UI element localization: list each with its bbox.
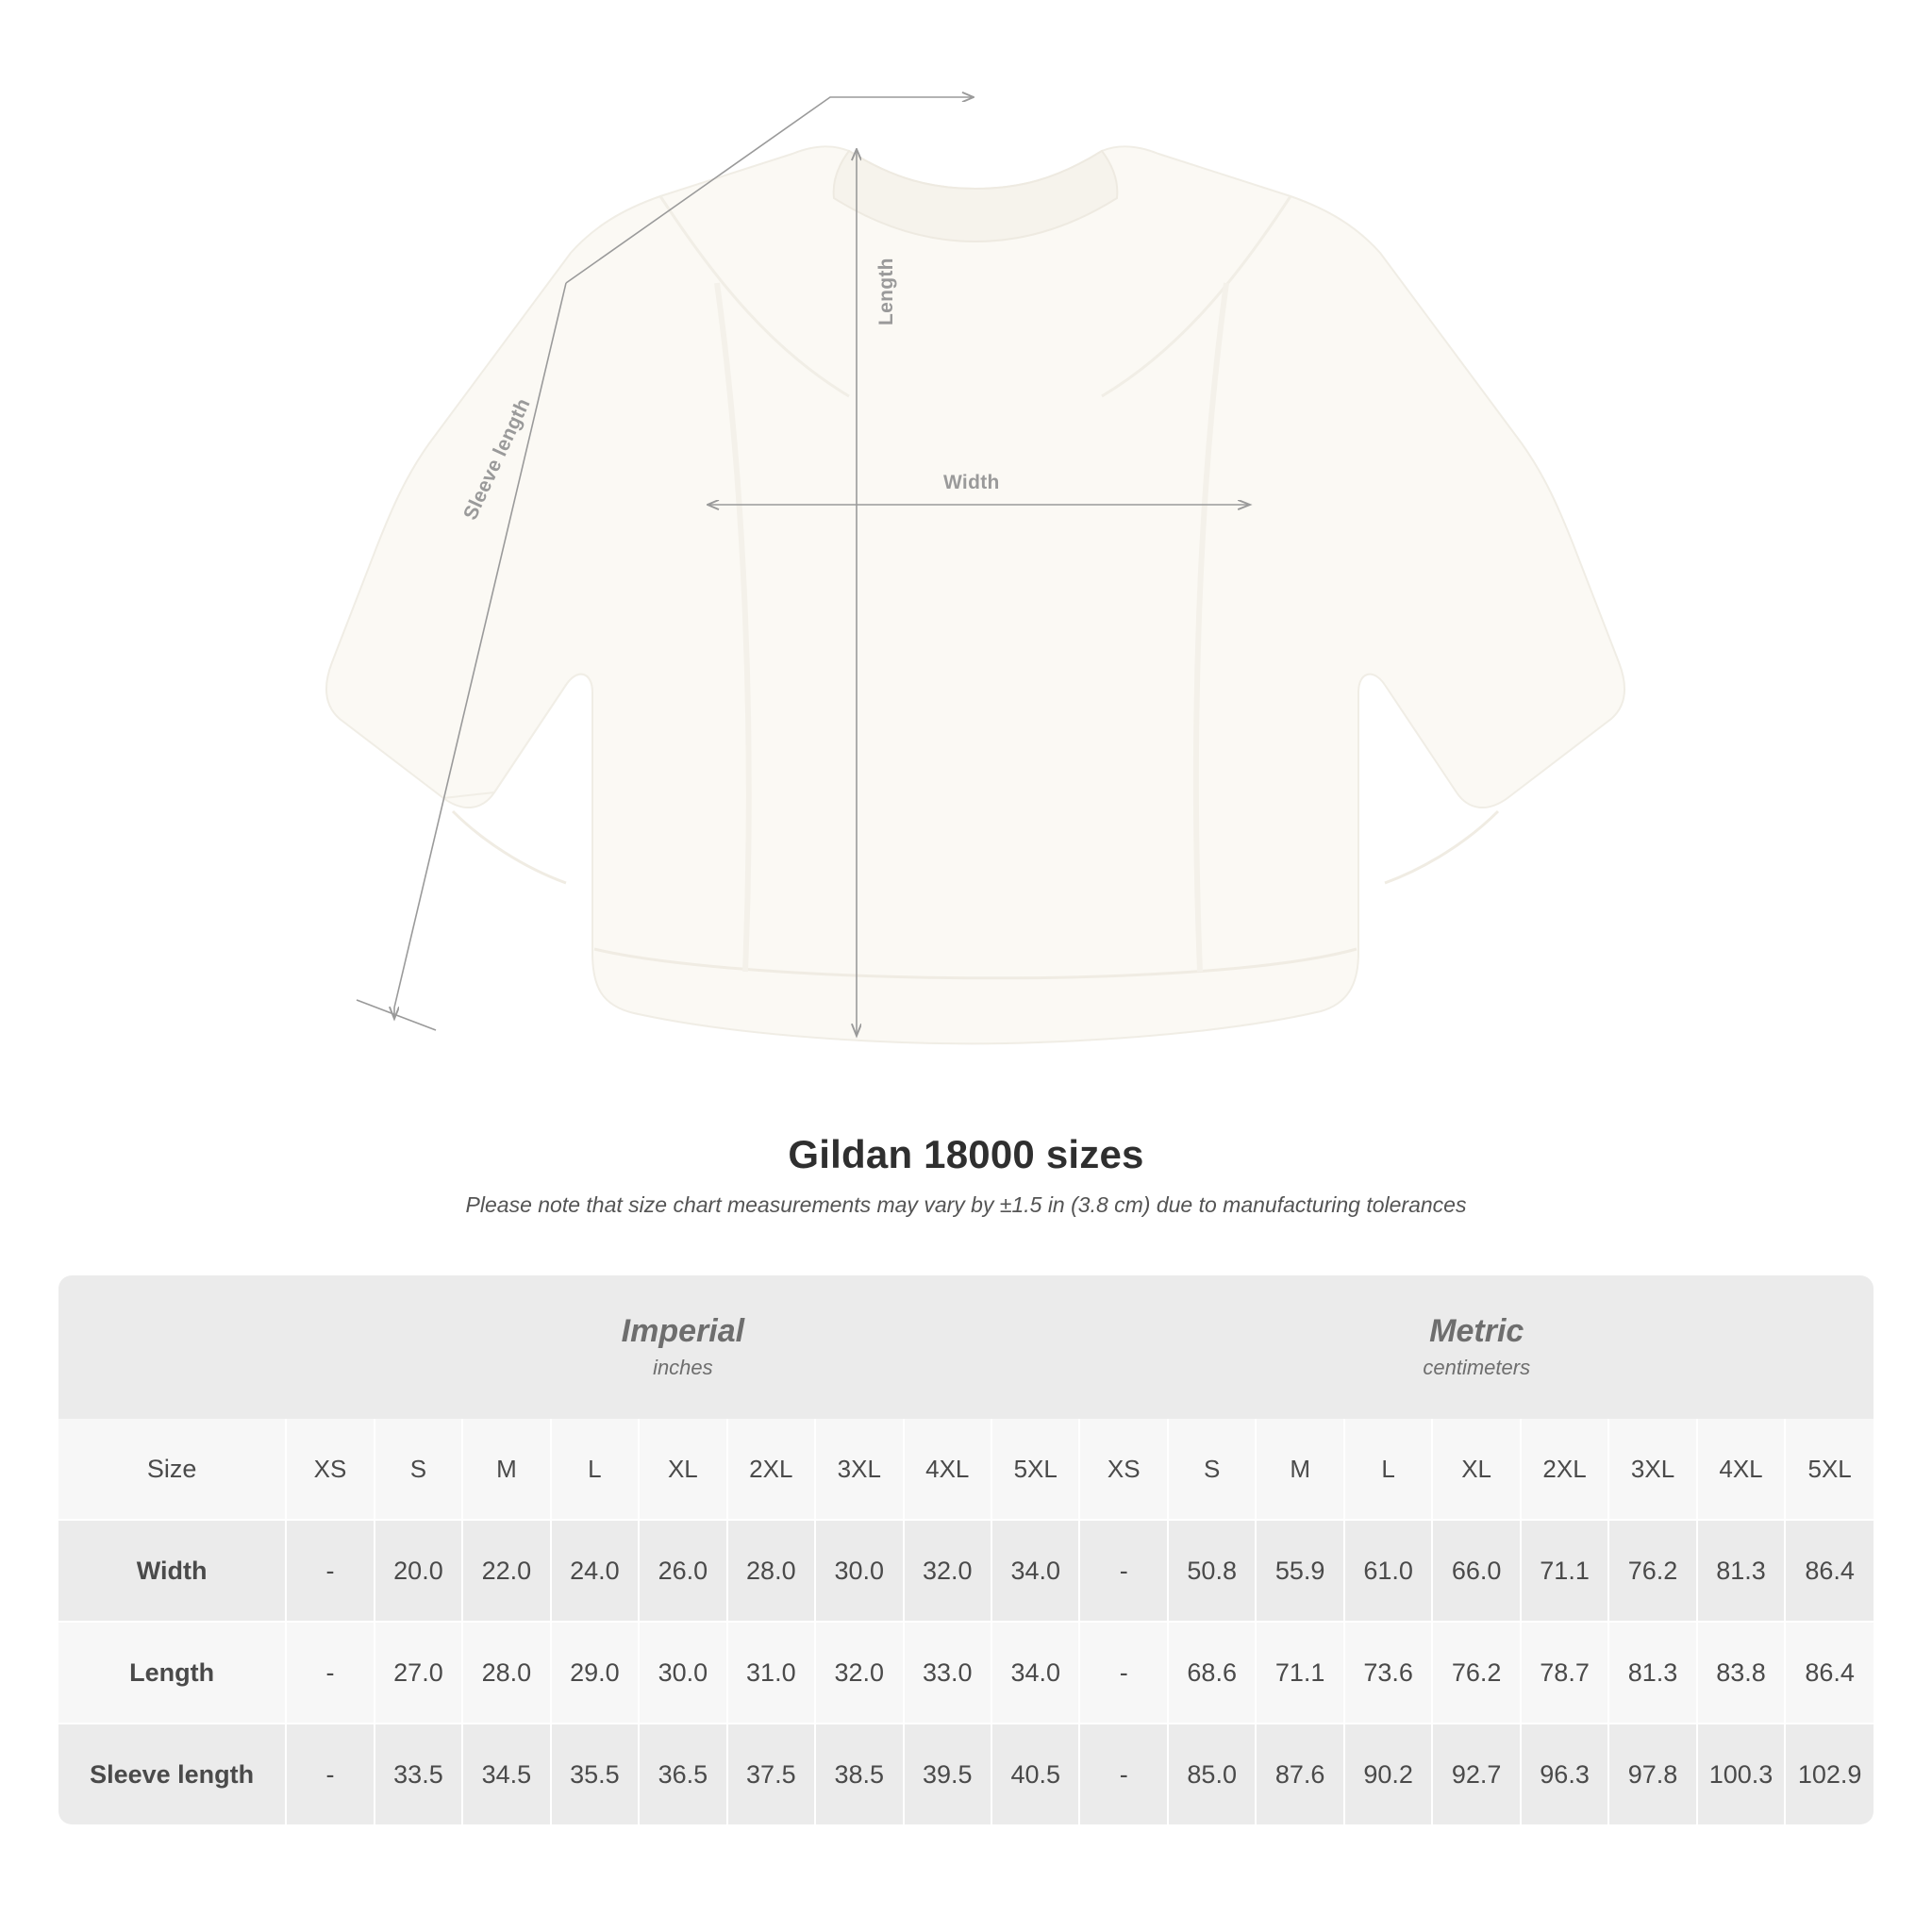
table-row <box>58 1520 1874 1622</box>
col-header-metric-4xl: 4XL <box>1697 1419 1785 1520</box>
col-header-imperial-3xl: 3XL <box>815 1419 903 1520</box>
cell-sleeve-imperial-xl: 36.5 <box>639 1724 726 1824</box>
cell-width-metric-s: 50.8 <box>1168 1520 1256 1622</box>
size-table <box>58 1275 1874 1824</box>
cell-width-metric-xl: 66.0 <box>1432 1520 1520 1622</box>
cell-length-imperial-l: 29.0 <box>551 1622 639 1724</box>
metric-unit-header <box>1079 1275 1874 1419</box>
metric-unit-name: Metric <box>1429 1313 1524 1350</box>
col-header-metric-5xl: 5XL <box>1785 1419 1874 1520</box>
col-header-imperial-2xl: 2XL <box>727 1419 815 1520</box>
cell-sleeve-metric-2xl: 96.3 <box>1521 1724 1608 1824</box>
cell-length-metric-4xl: 83.8 <box>1697 1622 1785 1724</box>
cell-width-metric-xs: - <box>1079 1520 1167 1622</box>
cell-sleeve-imperial-3xl: 38.5 <box>815 1724 903 1824</box>
unit-header-row <box>58 1275 1874 1419</box>
table-row <box>58 1724 1874 1824</box>
cell-width-imperial-s: 20.0 <box>375 1520 462 1622</box>
table-row <box>58 1622 1874 1724</box>
cell-sleeve-imperial-l: 35.5 <box>551 1724 639 1824</box>
row-label-width: Width <box>58 1520 286 1622</box>
imperial-unit-sub: inches <box>653 1355 713 1379</box>
cell-length-metric-m: 71.1 <box>1256 1622 1343 1724</box>
width-dimension-label: Width <box>943 472 1000 493</box>
cell-length-metric-xl: 76.2 <box>1432 1622 1520 1724</box>
cell-width-metric-l: 61.0 <box>1344 1520 1432 1622</box>
cell-length-imperial-m: 28.0 <box>462 1622 550 1724</box>
imperial-unit-name: Imperial <box>621 1313 745 1350</box>
col-header-imperial-5xl: 5XL <box>991 1419 1080 1520</box>
cell-sleeve-imperial-xs: - <box>286 1724 374 1824</box>
cell-length-imperial-xl: 30.0 <box>639 1622 726 1724</box>
col-header-metric-2xl: 2XL <box>1521 1419 1608 1520</box>
size-table-container <box>58 1275 1874 1824</box>
length-dimension-label: Length <box>875 258 897 325</box>
page-title: Gildan 18000 sizes <box>788 1132 1144 1176</box>
sweatshirt-shape <box>326 146 1624 1043</box>
cell-sleeve-imperial-4xl: 39.5 <box>904 1724 991 1824</box>
col-header-metric-l: L <box>1344 1419 1432 1520</box>
row-label-sleeve-length: Sleeve length <box>58 1724 286 1824</box>
col-header-metric-s: S <box>1168 1419 1256 1520</box>
imperial-unit-header <box>286 1275 1079 1419</box>
cell-length-metric-l: 73.6 <box>1344 1622 1432 1724</box>
cell-sleeve-imperial-2xl: 37.5 <box>727 1724 815 1824</box>
cell-length-imperial-xs: - <box>286 1622 374 1724</box>
col-header-metric-m: M <box>1256 1419 1343 1520</box>
cell-width-imperial-2xl: 28.0 <box>727 1520 815 1622</box>
cell-length-metric-5xl: 86.4 <box>1785 1622 1874 1724</box>
cell-length-metric-xs: - <box>1079 1622 1167 1724</box>
cell-sleeve-metric-l: 90.2 <box>1344 1724 1432 1824</box>
cell-width-metric-3xl: 76.2 <box>1608 1520 1696 1622</box>
cell-sleeve-metric-5xl: 102.9 <box>1785 1724 1874 1824</box>
row-label-length: Length <box>58 1622 286 1724</box>
cell-sleeve-imperial-5xl: 40.5 <box>991 1724 1080 1824</box>
cell-length-metric-2xl: 78.7 <box>1521 1622 1608 1724</box>
col-header-imperial-xs: XS <box>286 1419 374 1520</box>
col-header-imperial-xl: XL <box>639 1419 726 1520</box>
cell-sleeve-imperial-m: 34.5 <box>462 1724 550 1824</box>
cell-width-metric-m: 55.9 <box>1256 1520 1343 1622</box>
size-row-header: Size <box>58 1419 286 1520</box>
cell-width-imperial-xs: - <box>286 1520 374 1622</box>
cell-length-imperial-4xl: 33.0 <box>904 1622 991 1724</box>
col-header-imperial-l: L <box>551 1419 639 1520</box>
cell-sleeve-metric-xl: 92.7 <box>1432 1724 1520 1824</box>
cell-length-metric-s: 68.6 <box>1168 1622 1256 1724</box>
cell-width-imperial-l: 24.0 <box>551 1520 639 1622</box>
col-header-imperial-s: S <box>375 1419 462 1520</box>
col-header-metric-xs: XS <box>1079 1419 1167 1520</box>
cell-width-imperial-3xl: 30.0 <box>815 1520 903 1622</box>
title-block <box>0 1132 1932 1218</box>
metric-unit-sub: centimeters <box>1423 1355 1531 1379</box>
cell-length-imperial-2xl: 31.0 <box>727 1622 815 1724</box>
cell-length-imperial-3xl: 32.0 <box>815 1622 903 1724</box>
cell-sleeve-metric-4xl: 100.3 <box>1697 1724 1785 1824</box>
col-header-metric-xl: XL <box>1432 1419 1520 1520</box>
sleeve-length-dimension-label: Sleeve length <box>459 394 535 524</box>
cell-width-imperial-xl: 26.0 <box>639 1520 726 1622</box>
cell-width-imperial-m: 22.0 <box>462 1520 550 1622</box>
cell-sleeve-metric-xs: - <box>1079 1724 1167 1824</box>
unit-header-spacer <box>58 1275 286 1419</box>
cell-length-metric-3xl: 81.3 <box>1608 1622 1696 1724</box>
cell-width-metric-4xl: 81.3 <box>1697 1520 1785 1622</box>
cell-sleeve-metric-m: 87.6 <box>1256 1724 1343 1824</box>
size-header-row <box>58 1419 1874 1520</box>
cell-length-imperial-s: 27.0 <box>375 1622 462 1724</box>
tolerance-note: Please note that size chart measurements may vary by ±1.5 in (3.8 cm) due to manufacturing tolerances <box>465 1192 1467 1217</box>
cell-sleeve-imperial-s: 33.5 <box>375 1724 462 1824</box>
cell-width-metric-2xl: 71.1 <box>1521 1520 1608 1622</box>
cell-width-metric-5xl: 86.4 <box>1785 1520 1874 1622</box>
col-header-imperial-4xl: 4XL <box>904 1419 991 1520</box>
cell-width-imperial-5xl: 34.0 <box>991 1520 1080 1622</box>
cell-sleeve-metric-3xl: 97.8 <box>1608 1724 1696 1824</box>
cell-sleeve-metric-s: 85.0 <box>1168 1724 1256 1824</box>
col-header-imperial-m: M <box>462 1419 550 1520</box>
cell-width-imperial-4xl: 32.0 <box>904 1520 991 1622</box>
col-header-metric-3xl: 3XL <box>1608 1419 1696 1520</box>
cell-length-imperial-5xl: 34.0 <box>991 1622 1080 1724</box>
